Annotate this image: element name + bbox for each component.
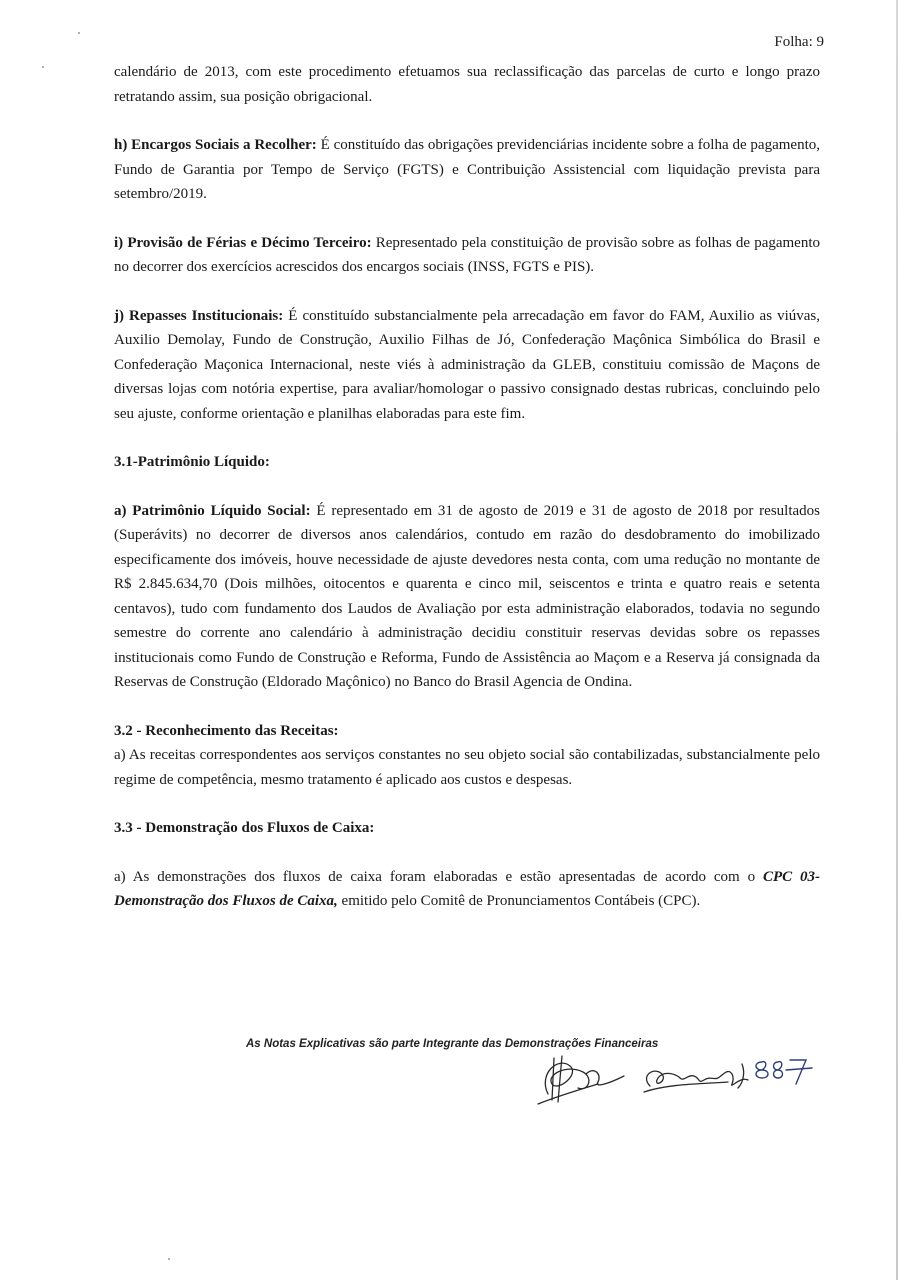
section-31-heading: 3.1-Patrimônio Líquido: xyxy=(114,454,270,470)
item-h-label: h) Encargos Sociais a Recolher: xyxy=(114,137,317,153)
item-h-paragraph xyxy=(114,133,820,207)
item-j-text: É constituído substancialmente pela arrecadação em favor do FAM, Auxilio as viúvas, Auxilio Demolay, Fundo de Construção, Auxilio Filhas de Jó, Confederação Maçônica Simbólica do Brasil e Confederação Maçonica Internacional, neste viés à administração da GLEB, constituiu comissão de Maçons de diversas lojas com notória expertise, para avaliar/homologar o passivo consignado destas rubricas, concluindo pelo seu ajuste, conforme orientação e planilhas elaboradas para este fim. xyxy=(114,307,820,422)
item-i-text: Representado pela constituição de provisão sobre as folhas de pagamento no decorrer dos exercícios acrescidos dos encargos sociais (INSS, FGTS e PIS). xyxy=(114,234,820,275)
section-33-paragraph xyxy=(114,865,820,914)
section-31-label: a) Patrimônio Líquido Social: xyxy=(114,502,311,519)
section-33-heading: 3.3 - Demonstração dos Fluxos de Caixa: xyxy=(114,820,375,836)
item-j-paragraph xyxy=(114,304,820,427)
page-edge xyxy=(896,0,898,1280)
section-32-paragraph: a) As receitas correspondentes aos serviços constantes no seu objeto social são contabilizadas, substancialmente pelo regime de competência, mesmo tratamento é aplicado aos custos e despesas. xyxy=(114,747,820,788)
section-33-cpc-reference: CPC 03-Demonstração dos Fluxos de Caixa, xyxy=(114,868,820,909)
scan-speck xyxy=(42,66,44,68)
section-32-heading: 3.2 - Reconhecimento das Receitas: xyxy=(114,722,339,739)
section-31-paragraph xyxy=(114,499,820,695)
scan-speck xyxy=(78,32,80,34)
signature-2 xyxy=(644,1064,748,1092)
item-j-label: j) Repasses Institucionais: xyxy=(114,307,284,324)
intro-paragraph: calendário de 2013, com este procedimento efetuamos sua reclassificação das parcelas de curto e longo prazo retratando assim, sua posição obrigacional. xyxy=(114,64,820,105)
section-31-text: É representado em 31 de agosto de 2019 e 31 de agosto de 2018 por resultados (Superávits) no decorrer de diversos anos calendários, contudo em razão do desdobramento do imobilizado especificamente dos imóveis, houve necessidade de ajuste devedores nesta conta, com uma redução no montante de R$ 2.845.634,70 (Dois milhões, oitocentos e quarenta e cinco mil, seiscentos e trinta e quatro reais e setenta centavos), tudo com fundamento dos Laudos de Avaliação por esta administração elaborados, todavia no segundo semestre do corrente ano calendário à administração decidiu constituir reservas devidas sobre os repasses institucionais como Fundo de Construção e Reforma, Fundo de Assistência ao Maçom e a Reserva já consignada da Reservas de Construção (Eldorado Maçônico) no Banco do Brasil Agencia de Ondina. xyxy=(114,502,820,690)
section-33-text-after: emitido pelo Comitê de Pronunciamentos Contábeis (CPC). xyxy=(337,893,701,909)
footer-note: As Notas Explicativas são parte Integrante das Demonstrações Financeiras xyxy=(246,1038,659,1050)
page-folio: Folha: 9 xyxy=(774,34,824,50)
item-i-label: i) Provisão de Férias e Décimo Terceiro: xyxy=(114,234,372,251)
item-h-text: É constituído das obrigações previdenciárias incidente sobre a folha de pagamento, Fundo de Garantia por Tempo de Serviço (FGTS) e Contribuição Assistencial com liquidação prevista para setembro/2019. xyxy=(114,137,820,202)
item-i-paragraph xyxy=(114,231,820,280)
signature-initials xyxy=(756,1060,812,1084)
section-33-text-before: a) As demonstrações dos fluxos de caixa foram elaboradas e estão apresentadas de acordo com o xyxy=(114,868,763,885)
signatures-block xyxy=(528,1044,828,1114)
scan-speck xyxy=(168,1258,170,1260)
signature-1 xyxy=(538,1056,624,1104)
document-body xyxy=(114,60,820,914)
